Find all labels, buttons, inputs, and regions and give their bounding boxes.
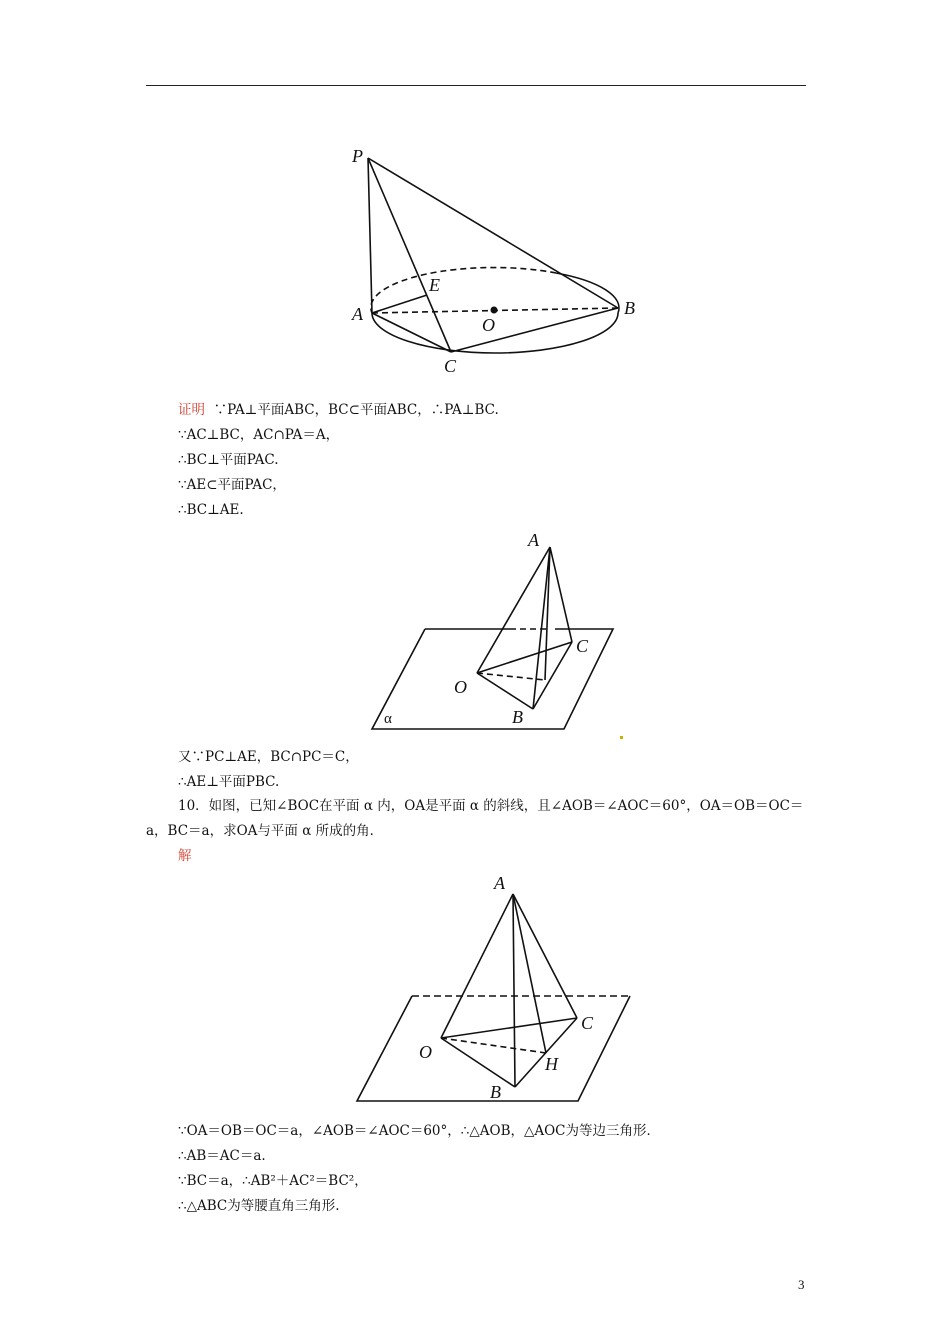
solution-line-3: ∵BC＝a，∴AB²＋AC²＝BC²， bbox=[178, 1173, 368, 1189]
proof-line-2: ∵AC⊥BC，AC∩PA＝A， bbox=[178, 427, 340, 443]
label-b: B bbox=[512, 707, 523, 727]
yellow-mark bbox=[620, 736, 623, 739]
proof-line-4: ∵AE⊂平面PAC， bbox=[178, 477, 286, 493]
label-h: H bbox=[545, 1054, 558, 1074]
solution-line-4: ∴△ABC为等腰直角三角形. bbox=[178, 1198, 340, 1214]
figure-3-plane bbox=[355, 870, 635, 1110]
solution-line-2: ∴AB＝AC＝a. bbox=[178, 1148, 266, 1164]
label-c: C bbox=[444, 356, 457, 376]
label-b: B bbox=[624, 298, 635, 318]
label-e: E bbox=[429, 275, 440, 295]
proof-line-1 bbox=[178, 401, 499, 419]
label-c: C bbox=[576, 636, 589, 656]
header-rule bbox=[146, 85, 806, 86]
label-alpha: α bbox=[384, 711, 392, 727]
proof-text-1: ∵PA⊥平面ABC，BC⊂平面ABC，∴PA⊥BC. bbox=[213, 402, 499, 418]
solution-line-1: ∵OA＝OB＝OC＝a，∠AOB＝∠AOC＝60°，∴△AOB，△AOC为等边三角形． bbox=[178, 1123, 661, 1139]
label-o: O bbox=[419, 1042, 432, 1062]
label-a: A bbox=[494, 873, 505, 893]
problem-10-text: 10．如图，已知∠BOC在平面 α 内，OA是平面 α 的斜线，且∠AOB＝∠AOC＝60°，OA＝OB＝OC＝a，BC＝a，求OA与平面 α 所成的角． bbox=[146, 798, 804, 839]
label-o: O bbox=[482, 315, 495, 335]
label-a: A bbox=[352, 304, 363, 324]
label-p: P bbox=[352, 146, 363, 166]
proof-cont-line-2: ∴AE⊥平面PBC. bbox=[178, 774, 280, 790]
answer-tag: 解 bbox=[178, 848, 192, 864]
problem-10 bbox=[146, 794, 808, 844]
center-point-o bbox=[491, 307, 498, 314]
label-o: O bbox=[454, 677, 467, 697]
figure-1-cone bbox=[340, 140, 650, 380]
proof-line-5: ∴BC⊥AE. bbox=[178, 502, 244, 518]
proof-cont-line-1: 又∵PC⊥AE，BC∩PC＝C， bbox=[178, 749, 359, 765]
label-c: C bbox=[581, 1013, 594, 1033]
label-b: B bbox=[490, 1082, 501, 1102]
page-number: 3 bbox=[798, 1277, 805, 1292]
proof-line-3: ∴BC⊥平面PAC. bbox=[178, 452, 279, 468]
proof-tag: 证明 bbox=[178, 402, 205, 418]
figure-2-plane bbox=[370, 530, 630, 735]
label-a: A bbox=[528, 530, 539, 550]
